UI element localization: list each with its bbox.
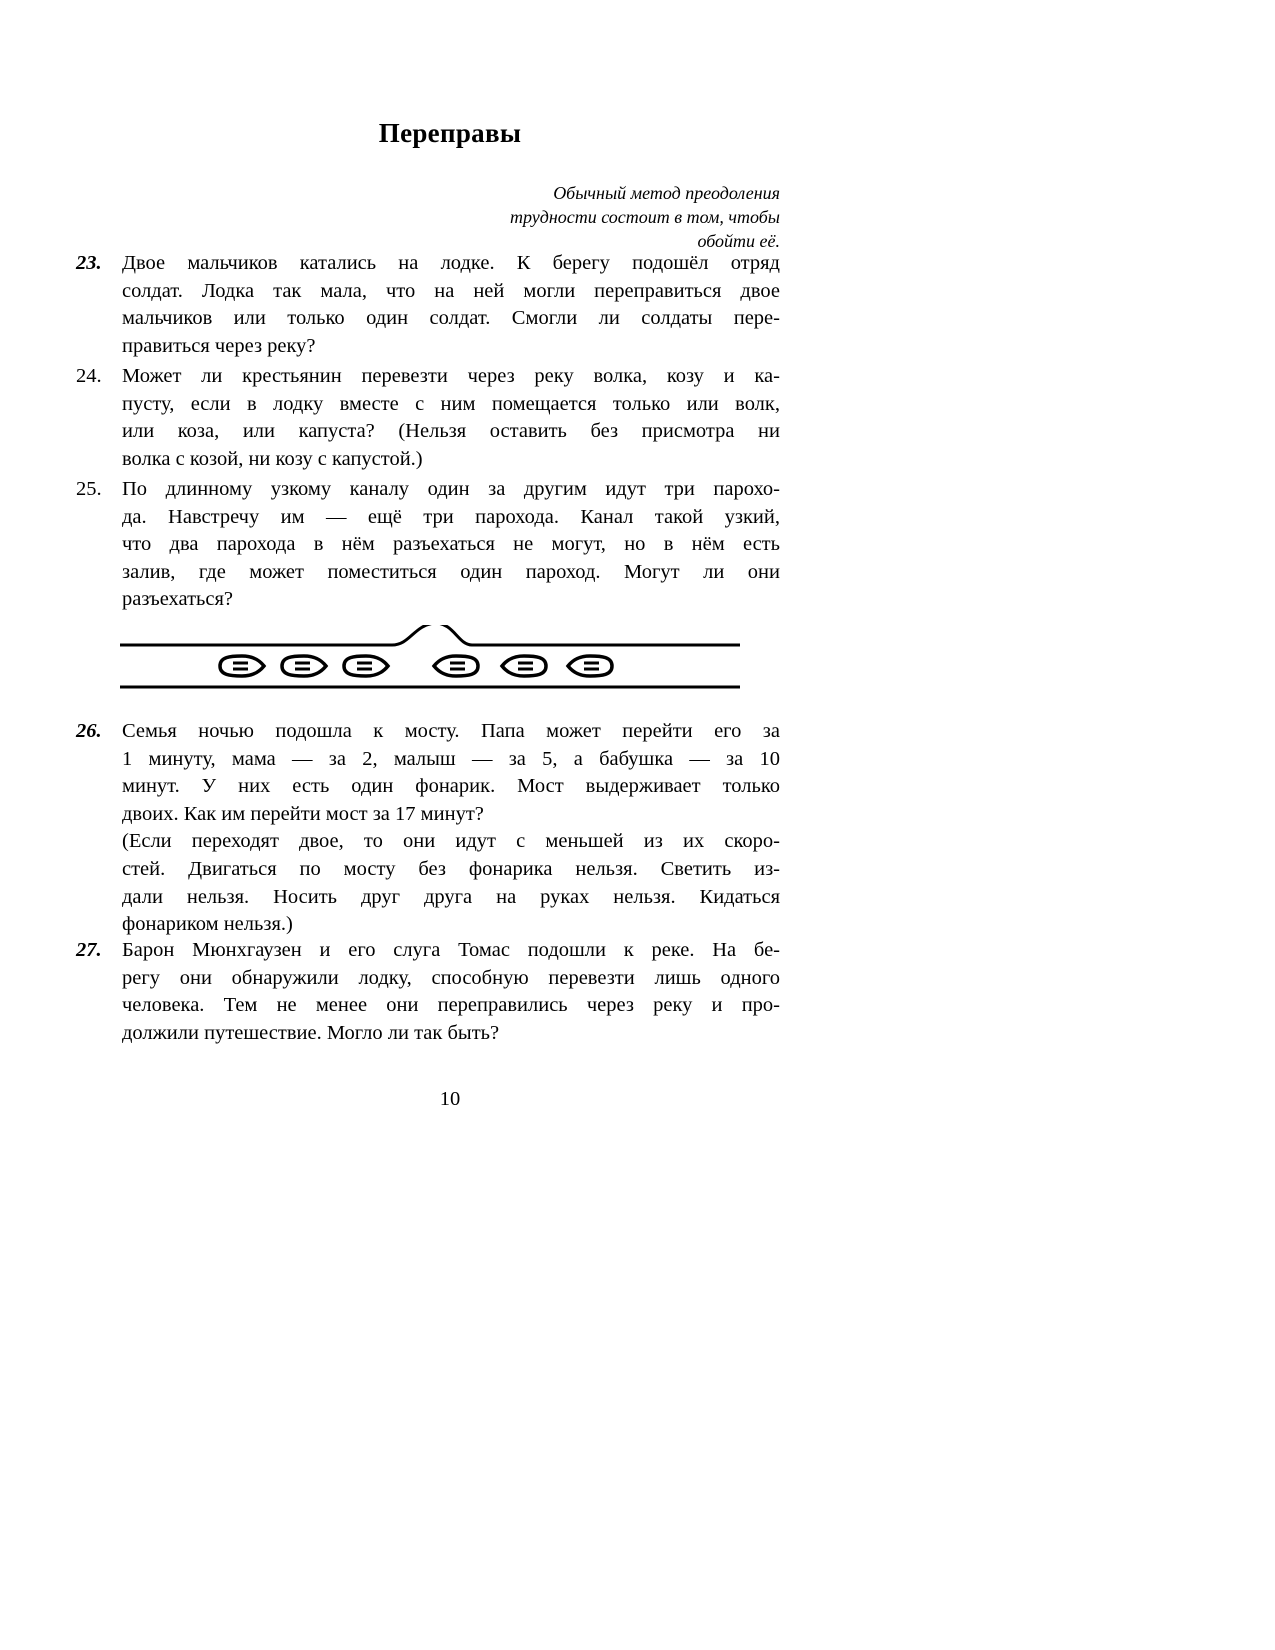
canal-top-bank bbox=[120, 625, 740, 645]
ship-icon bbox=[344, 656, 388, 676]
problem-26 bbox=[76, 718, 780, 939]
text-line: Может ли крестьянин перевезти через реку волка, козу и ка- bbox=[122, 365, 780, 387]
problem-text bbox=[122, 718, 780, 939]
text-line: должили путешествие. Могло ли так быть? bbox=[122, 1021, 500, 1044]
text-line: Барон Мюнхгаузен и его слуга Томас подошли к реке. На бе- bbox=[122, 939, 780, 961]
text-line: По длинному узкому каналу один за другим идут три парохо- bbox=[122, 478, 780, 500]
problem-23 bbox=[76, 250, 780, 360]
problem-number: 25. bbox=[76, 478, 102, 500]
problem-text bbox=[122, 937, 780, 1047]
canal-diagram bbox=[120, 625, 780, 705]
text-line: двоих. Как им перейти мост за 17 минут? bbox=[122, 802, 484, 825]
text-line: фонариком нельзя.) bbox=[122, 913, 293, 936]
epigraph bbox=[380, 181, 780, 253]
epigraph-line: трудности состоит в том, чтобы bbox=[510, 207, 780, 227]
text-line: волка с козой, ни козу с капустой.) bbox=[122, 447, 423, 470]
text-line: минут. У них есть один фонарик. Мост выдерживает только bbox=[122, 775, 780, 798]
problem-number: 23. bbox=[76, 252, 102, 274]
text-line: мальчиков или только один солдат. Смогли ли солдаты пере- bbox=[122, 307, 780, 330]
page-number: 10 bbox=[439, 1088, 461, 1110]
problem-text bbox=[122, 250, 780, 360]
ship-icon bbox=[434, 656, 478, 676]
text-line: или коза, или капуста? (Нельзя оставить без присмотра ни bbox=[122, 420, 780, 443]
problem-text bbox=[122, 363, 780, 473]
text-line: стей. Двигаться по мосту без фонарика нельзя. Светить из- bbox=[122, 857, 780, 880]
problem-number: 24. bbox=[76, 365, 102, 387]
problem-number: 27. bbox=[76, 939, 102, 961]
text-line: да. Навстречу им — ещё три парохода. Канал такой узкий, bbox=[122, 505, 780, 528]
problem-25 bbox=[76, 476, 780, 614]
epigraph-line: Обычный метод преодоления bbox=[553, 183, 780, 203]
section-title: Переправы bbox=[378, 118, 522, 148]
text-line: (Если переходят двое, то они идут с меньшей из их скоро- bbox=[122, 830, 780, 853]
text-line: что два парохода в нём разъехаться не могут, но в нём есть bbox=[122, 533, 780, 556]
epigraph-line: обойти её. bbox=[697, 231, 780, 251]
text-line: Двое мальчиков катались на лодке. К берегу подошёл отряд bbox=[122, 252, 780, 274]
text-line: 1 минуту, мама — за 2, малыш — за 5, а бабушка — за 10 bbox=[122, 747, 780, 770]
text-line: человека. Тем не менее они переправились через реку и про- bbox=[122, 994, 780, 1017]
ship-icon bbox=[568, 656, 612, 676]
text-line: Семья ночью подошла к мосту. Папа может перейти его за bbox=[122, 720, 780, 742]
text-line: солдат. Лодка так мала, что на ней могли переправиться двое bbox=[122, 279, 780, 302]
text-line: правиться через реку? bbox=[122, 334, 316, 357]
text-line: залив, где может поместиться один пароход. Могут ли они bbox=[122, 560, 780, 583]
problem-24 bbox=[76, 363, 780, 473]
ship-icon bbox=[502, 656, 546, 676]
text-line: разъехаться? bbox=[122, 588, 234, 611]
problem-number: 26. bbox=[76, 720, 102, 742]
text-line: регу они обнаружили лодку, способную перевезти лишь одного bbox=[122, 966, 780, 989]
text-line: дали нельзя. Носить друг друга на руках нельзя. Кидаться bbox=[122, 885, 780, 908]
problem-text bbox=[122, 476, 780, 614]
ship-icon bbox=[282, 656, 326, 676]
problem-27 bbox=[76, 937, 780, 1047]
text-line: пусту, если в лодку вместе с ним помещается только или волк, bbox=[122, 392, 780, 415]
ship-icon bbox=[220, 656, 264, 676]
